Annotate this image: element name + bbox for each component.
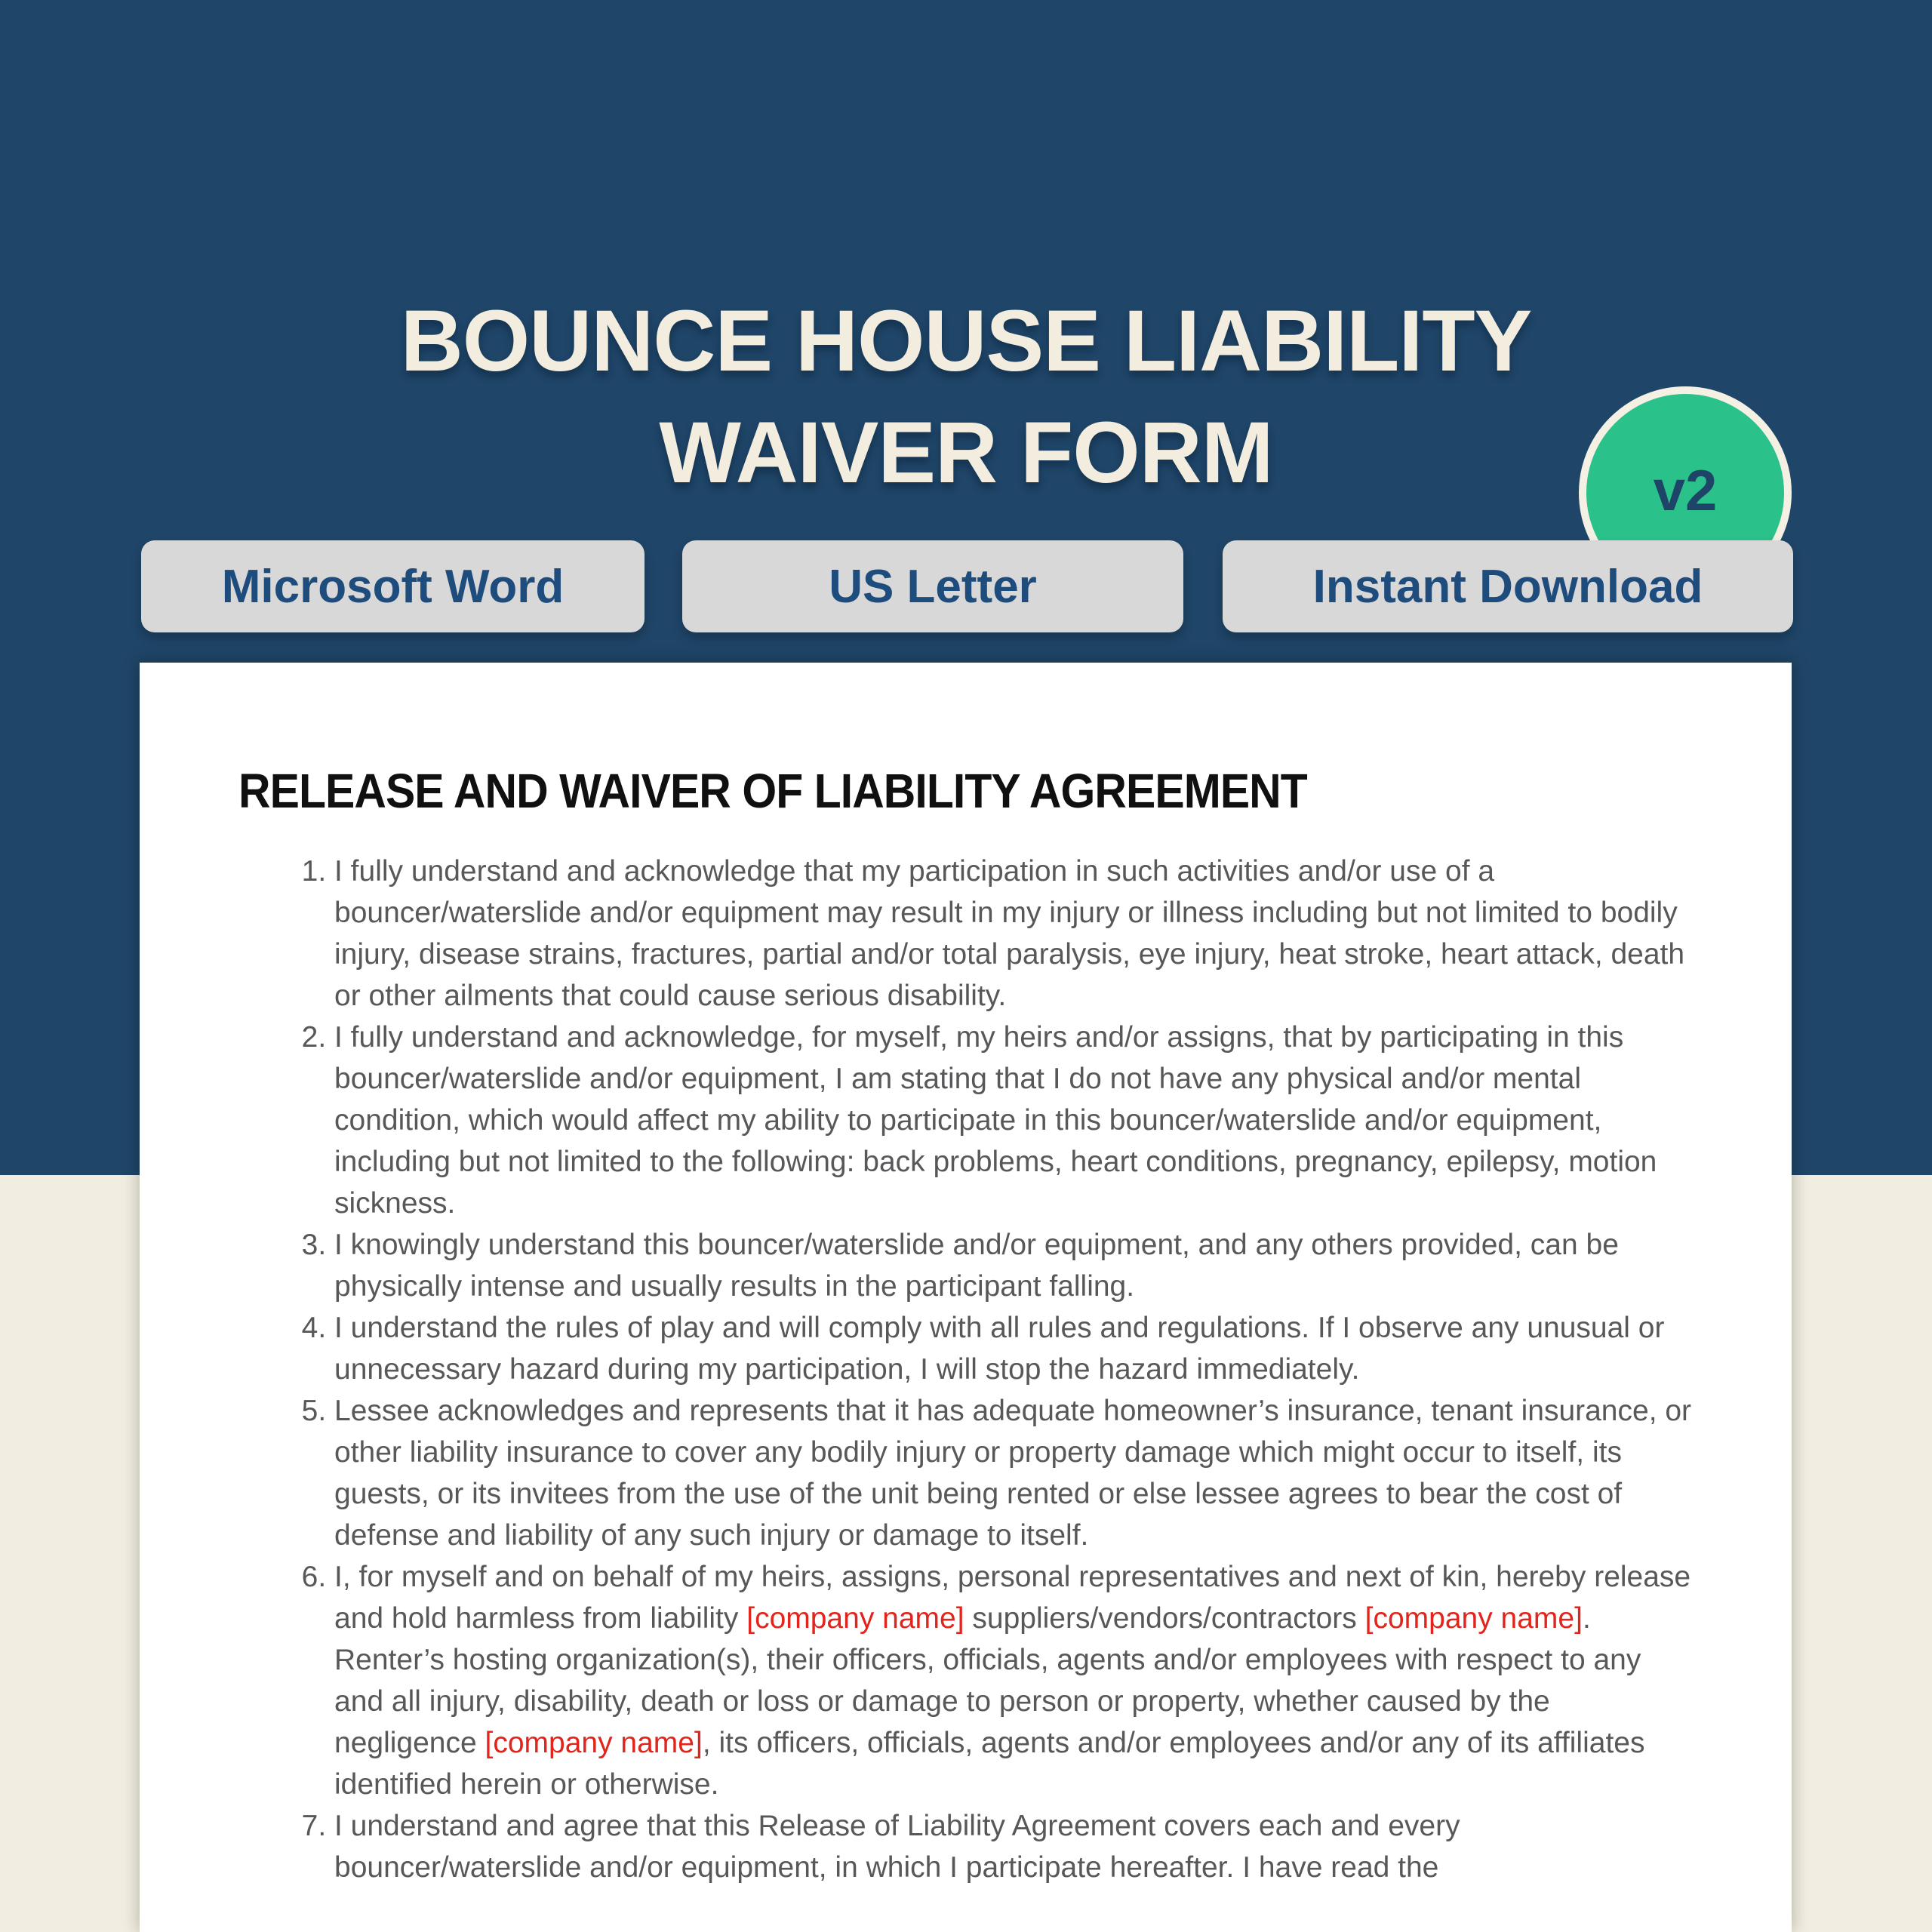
waiver-list xyxy=(238,851,1694,1888)
company-name-placeholder: [company name] xyxy=(1364,1602,1583,1635)
document-heading: RELEASE AND WAIVER OF LIABILITY AGREEMENT xyxy=(238,764,1307,818)
page-title-line1: BOUNCE HOUSE LIABILITY xyxy=(400,293,1532,389)
list-item-text: . Renter’s hosting organization(s), their officers, officials, agents and/or employees with respect to any and all injury, disability, death or loss or damage to person or property, whether caused by the negligence xyxy=(334,1602,1641,1759)
company-name-placeholder: [company name] xyxy=(746,1602,964,1635)
list-item-text: suppliers/vendors/contractors xyxy=(964,1602,1365,1635)
waiver-document xyxy=(140,663,1792,1932)
chip-microsoft-word[interactable] xyxy=(141,540,645,632)
chip-us-letter[interactable] xyxy=(682,540,1183,632)
chip-instant-download[interactable] xyxy=(1223,540,1793,632)
list-item xyxy=(334,1017,1694,1224)
page-title-line2: WAIVER FORM xyxy=(659,405,1273,501)
list-item-text: I fully understand and acknowledge, for myself, my heirs and/or assigns, that by participating in this bouncer/waterslide and/or equipment, I am stating that I do not have any physical and/or mental condition, which would affect my ability to participate in this bouncer/waterslide and/or equipment, including but not limited to the following: back problems, heart conditions, pregnancy, epilepsy, motion sickness. xyxy=(334,1021,1657,1220)
list-item xyxy=(334,1307,1694,1390)
list-item-text: I understand the rules of play and will comply with all rules and regulations. If I observe any unusual or unnecessary hazard during my participation, I will stop the hazard immediately. xyxy=(334,1312,1665,1386)
company-name-placeholder: [company name] xyxy=(485,1727,703,1759)
list-item-text: I knowingly understand this bouncer/waterslide and/or equipment, and any others provided, can be physically intense and usually results in the participant falling. xyxy=(334,1229,1619,1303)
version-badge-label: v2 xyxy=(1653,458,1718,523)
list-item-text: I, for myself and on behalf of my heirs, assigns, personal representatives and next of kin, hereby release and hold harmless from liability xyxy=(334,1561,1691,1635)
chip-instant-download-label: Instant Download xyxy=(1312,560,1703,613)
list-item-text: , its officers, officials, agents and/or employees and/or any of its affiliates identified herein or otherwise. xyxy=(334,1727,1645,1801)
chip-us-letter-label: US Letter xyxy=(829,560,1037,613)
list-item xyxy=(334,1556,1694,1805)
list-item xyxy=(334,851,1694,1017)
chip-microsoft-word-label: Microsoft Word xyxy=(221,560,565,613)
list-item xyxy=(334,1390,1694,1556)
list-item-text: I fully understand and acknowledge that my participation in such activities and/or use of a bouncer/waterslide and/or equipment may result in my injury or illness including but not limited to bodily injury, disease strains, fractures, partial and/or total paralysis, eye injury, heat stroke, heart attack, death or other ailments that could cause serious disability. xyxy=(334,855,1685,1012)
list-item-text: I understand and agree that this Release of Liability Agreement covers each and every bouncer/waterslide and/or equipment, in which I participate hereafter. I have read the xyxy=(334,1810,1460,1884)
list-item xyxy=(334,1224,1694,1307)
list-item-text: Lessee acknowledges and represents that it has adequate homeowner’s insurance, tenant insurance, or other liability insurance to cover any bodily injury or property damage which might occur to itself, its guests, or its invitees from the use of the unit being rented or else lessee agrees to bear the cost of defense and liability of any such injury or damage to itself. xyxy=(334,1395,1692,1552)
list-item xyxy=(334,1805,1694,1888)
